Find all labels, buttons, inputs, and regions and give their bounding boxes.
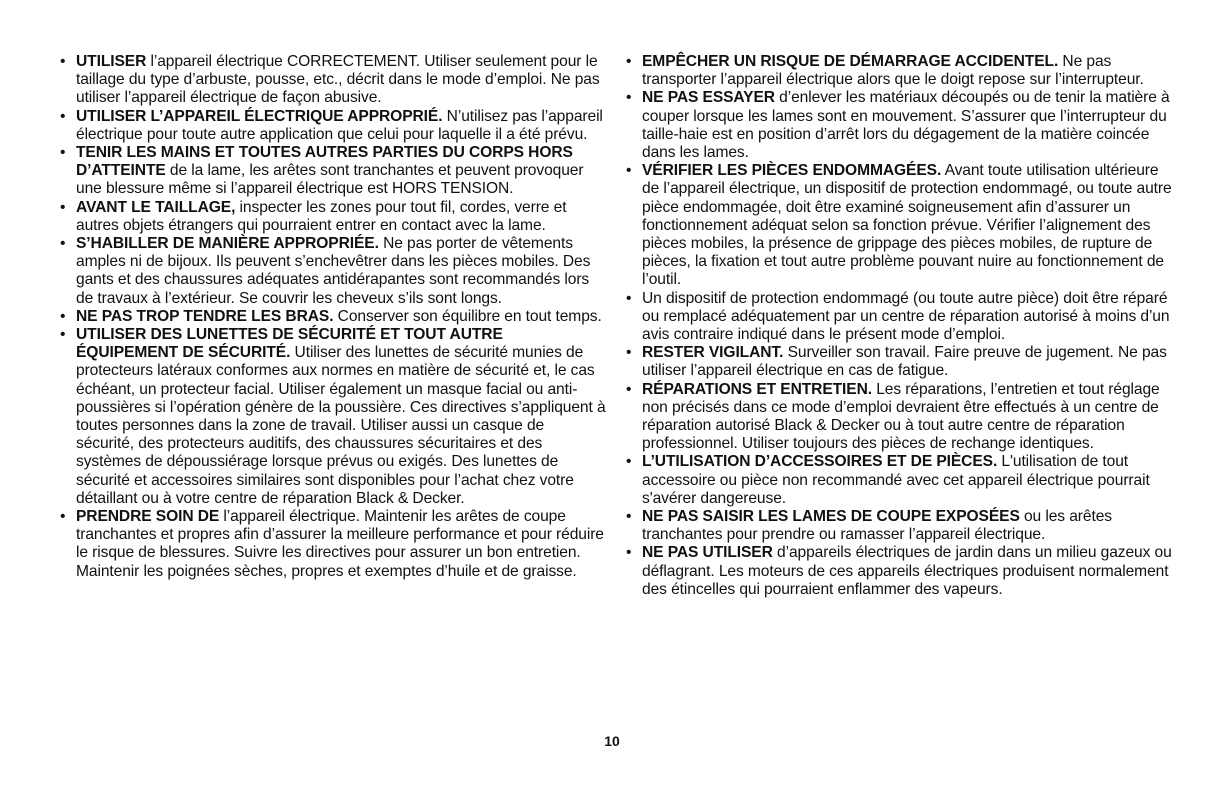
safety-item: • AVANT LE TAILLAGE, inspecter les zones pour tout fil, cordes, verre et autres objets étrangers qui pourraient entrer en contact avec la lame. <box>58 199 606 235</box>
safety-item: • S’HABILLER DE MANIÈRE APPROPRIÉE. Ne pas porter de vêtements amples ni de bijoux. Ils peuvent s’enchevêtrer dans les pièces mobiles. Des gants et des chaussures adéquates antidérapantes sont recommandés lors de travaux à l’extérieur. Se couvrir les cheveux s’ils sont longs. <box>58 235 606 308</box>
safety-item: • NE PAS TROP TENDRE LES BRAS. Conserver son équilibre en tout temps. <box>58 308 606 326</box>
safety-item: • UTILISER DES LUNETTES DE SÉCURITÉ ET TOUT AUTRE ÉQUIPEMENT DE SÉCURITÉ. Utiliser des lunettes de sécurité munies de protecteurs latéraux conformes aux normes en matière de sécurité et, le cas échéant, un protecteur facial. Utiliser également un masque facial ou anti-poussières si l’opération génère de la poussière. Ces directives s’appliquent à toutes personnes dans la zone de travail. Utiliser aussi un casque de sécurité, des protecteurs auditifs, des chaussures sécuritaires et des systèmes de dépoussiérage lorsque prévus ou exigés. Des lunettes de sécurité et accessoires similaires sont disponibles pour l’achat chez votre détaillant ou à votre centre de réparation Black & Decker. <box>58 326 606 508</box>
safety-item: • EMPÊCHER UN RISQUE DE DÉMARRAGE ACCIDENTEL. Ne pas transporter l’appareil électrique alors que le doigt repose sur l’interrupteur. <box>624 53 1172 89</box>
safety-item: • RESTER VIGILANT. Surveiller son travail. Faire preuve de jugement. Ne pas utiliser l’appareil électrique en cas de fatigue. <box>624 344 1172 380</box>
safety-item: • UTILISER L’APPAREIL ÉLECTRIQUE APPROPRIÉ. N’utilisez pas l’appareil électrique pour toute autre application que celui pour laquelle il a été prévu. <box>58 108 606 144</box>
right-column <box>624 53 1172 599</box>
page-number: 10 <box>604 733 620 749</box>
safety-item: • RÉPARATIONS ET ENTRETIEN. Les réparations, l’entretien et tout réglage non précisés dans ce mode d’emploi devraient être effectués à un centre de réparation autorisé Black & Decker ou à tout autre centre de réparation professionnel. Utiliser toujours des pièces de rechange identiques. <box>624 381 1172 454</box>
safety-item: • TENIR LES MAINS ET TOUTES AUTRES PARTIES DU CORPS HORS D’ATTEINTE de la lame, les arêtes sont tranchantes et peuvent provoquer une blessure même si l’appareil électrique est HORS TENSION. <box>58 144 606 199</box>
safety-item: • L’UTILISATION D’ACCESSOIRES ET DE PIÈCES. L'utilisation de tout accessoire ou pièce non recommandé avec cet appareil électrique pourrait s'avérer dangereuse. <box>624 453 1172 508</box>
safety-item: • NE PAS ESSAYER d’enlever les matériaux découpés ou de tenir la matière à couper lorsque les lames sont en mouvement. S’assurer que l’interrupteur du taille-haie est en position d’arrêt lors du dégagement de la matière coincée dans les lames. <box>624 89 1172 162</box>
safety-item: • NE PAS UTILISER d’appareils électriques de jardin dans un milieu gazeux ou déflagrant. Les moteurs de ces appareils électriques produisent normalement des étincelles qui pourraient enflammer des vapeurs. <box>624 544 1172 599</box>
safety-item: • NE PAS SAISIR LES LAMES DE COUPE EXPOSÉES ou les arêtes tranchantes pour prendre ou ramasser l’appareil électrique. <box>624 508 1172 544</box>
safety-item: • Un dispositif de protection endommagé (ou toute autre pièce) doit être réparé ou remplacé adéquatement par un centre de réparation autorisé à moins d’un avis contraire indiqué dans le présent mode d’emploi. <box>624 290 1172 345</box>
safety-item: • PRENDRE SOIN DE l’appareil électrique. Maintenir les arêtes de coupe tranchantes et propres afin d’assurer la meilleure performance et pour réduire le risque de blessures. Suivre les directives pour assurer un bon entretien. Maintenir les poignées sèches, propres et exemptes d’huile et de graisse. <box>58 508 606 581</box>
safety-item: • VÉRIFIER LES PIÈCES ENDOMMAGÉES. Avant toute utilisation ultérieure de l’appareil électrique, un dispositif de protection endommagé, ou toute autre pièce endommagée, doit être examiné soigneusement afin d’assurer un fonctionnement adéquat selon sa fonction prévue. Vérifier l’alignement des pièces mobiles, la présence de grippage des pièces mobiles, de rupture de pièces, la fixation et tout autre problème pouvant nuire au fonctionnement de l’outil. <box>624 162 1172 289</box>
safety-item: • UTILISER l’appareil électrique CORRECTEMENT. Utiliser seulement pour le taillage du type d’arbuste, pousse, etc., décrit dans le mode d’emploi. Ne pas utiliser l’appareil électrique de façon abusive. <box>58 53 606 108</box>
left-column <box>58 53 606 581</box>
